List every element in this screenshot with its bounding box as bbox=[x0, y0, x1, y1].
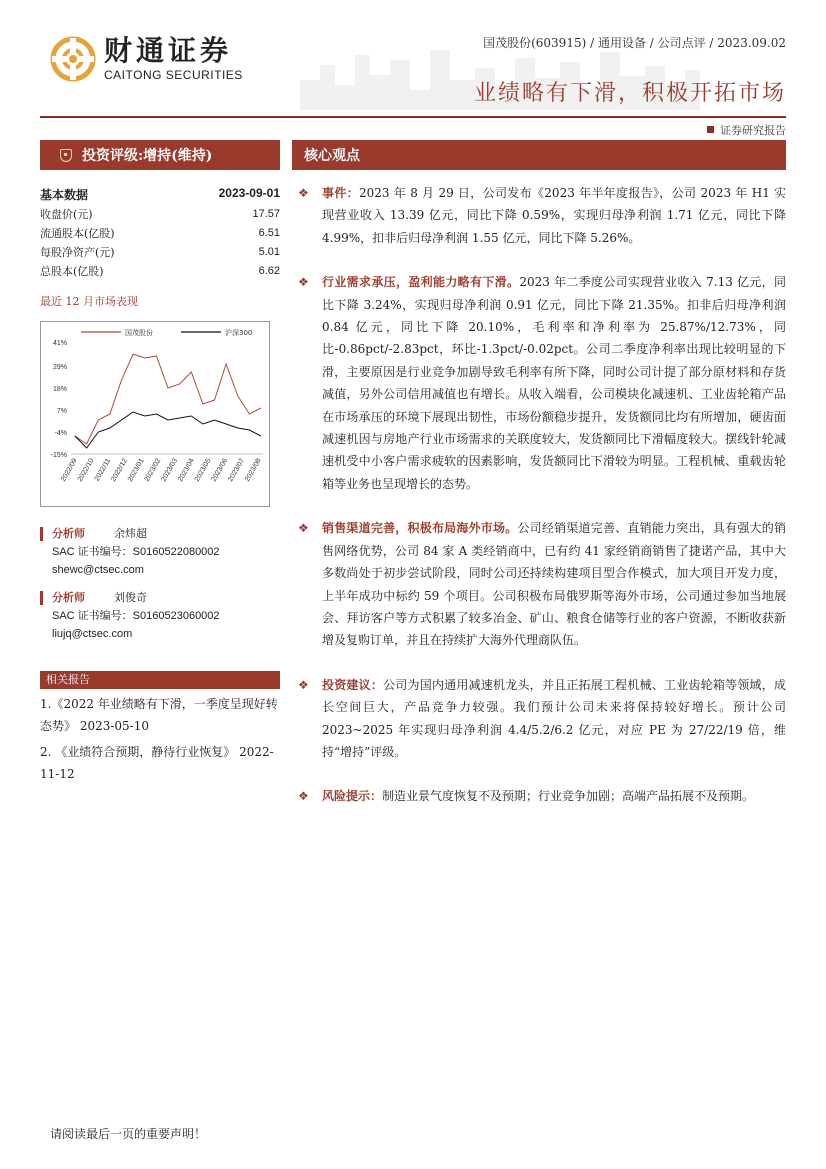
x-tick-label: 2023/04 bbox=[177, 457, 196, 483]
x-tick-label: 2023/08 bbox=[244, 457, 263, 483]
related-report-item[interactable]: 2. 《业绩符合预期，静待行业恢复》 2022-11-12 bbox=[40, 745, 274, 781]
x-tick-label: 2022/09 bbox=[60, 457, 79, 483]
x-tick-label: 2023/05 bbox=[193, 457, 213, 483]
diamond-bullet-icon: ❖ bbox=[298, 677, 309, 692]
paragraph-lead: 销售渠道完善，积极布局海外市场。 bbox=[322, 521, 518, 536]
legend-label: 沪深300 bbox=[225, 329, 253, 337]
row-value: 6.51 bbox=[258, 227, 280, 239]
analyst-email[interactable]: liujq@ctsec.com bbox=[52, 628, 133, 640]
report-meta: 国茂股份(603915) / 通用设备 / 公司点评 / 2023.09.02 bbox=[483, 36, 786, 50]
diamond-bullet-icon: ❖ bbox=[298, 789, 309, 804]
paragraph-text: 2023 年 8 月 29 日，公司发布《2023 年半年度报告》，公司 2023 年 H1 实现营业收入 13.39 亿元，同比下降 0.59%，实现归母净利润 1.71 亿元，同比下降 4.99%，扣非后归母净利润 1.55 亿元，同比下降 5.26%。 bbox=[322, 186, 786, 245]
basic-data-row bbox=[40, 243, 280, 262]
paragraph-text: 公司为国内通用减速机龙头，并且正拓展工程机械、工业齿轮箱等领域，成长空间巨大，产品竞争力较强。我们预计公司未来将保持较好增长。预计公司 2023~2025 年实现归母净利润 4.4/5.2/6.2 亿元，对应 PE 为 27/22/19 倍，维持“增持”评级。 bbox=[322, 677, 786, 759]
core-paragraph bbox=[292, 271, 786, 495]
row-key: 收盘价(元) bbox=[40, 208, 93, 221]
x-tick-label: 2023/07 bbox=[227, 457, 247, 483]
basic-data-row bbox=[40, 262, 280, 281]
diamond-bullet-icon: ❖ bbox=[298, 275, 309, 290]
logo-cn-text: 财通证券 bbox=[104, 34, 233, 67]
related-report-item[interactable]: 1.《2022 年业绩略有下滑，一季度呈现好转态势》 2023-05-10 bbox=[40, 697, 278, 733]
analyst-accent-bar bbox=[40, 591, 43, 605]
core-paragraph bbox=[292, 674, 786, 764]
paragraph-lead: 投资建议： bbox=[322, 677, 384, 692]
logo-en-text: CAITONG SECURITIES bbox=[104, 68, 243, 82]
market-performance-chart bbox=[40, 321, 270, 507]
analyst-block bbox=[40, 525, 280, 579]
y-tick-label: 29% bbox=[52, 364, 67, 371]
basic-data-row bbox=[40, 224, 280, 243]
shield-icon bbox=[60, 149, 72, 162]
square-bullet-icon bbox=[707, 126, 714, 133]
header-divider bbox=[40, 116, 786, 118]
disclaimer-note: 请阅读最后一页的重要声明！ bbox=[50, 1127, 207, 1141]
x-tick-label: 2023/06 bbox=[210, 457, 230, 483]
market-performance-label: 最近 12 月市场表现 bbox=[40, 295, 138, 308]
x-tick-label: 2022/10 bbox=[76, 457, 96, 483]
analyst-role: 分析师 bbox=[52, 527, 85, 540]
analyst-email[interactable]: shewc@ctsec.com bbox=[52, 564, 144, 576]
related-reports-header: 相关报告 bbox=[40, 671, 280, 689]
x-tick-label: 2023/03 bbox=[160, 457, 180, 483]
main-content bbox=[292, 140, 786, 808]
paragraph-lead: 风险提示： bbox=[322, 789, 383, 804]
analyst-cert: SAC 证书编号：S0160523060002 bbox=[52, 610, 220, 622]
diamond-bullet-icon: ❖ bbox=[298, 521, 309, 536]
x-tick-label: 2022/12 bbox=[110, 457, 129, 483]
analyst-name: 余炜超 bbox=[114, 527, 147, 540]
core-paragraph bbox=[292, 785, 786, 807]
row-value: 6.62 bbox=[258, 265, 280, 277]
chart-svg bbox=[41, 322, 271, 508]
row-key: 总股本(亿股) bbox=[40, 265, 104, 278]
row-key: 流通股本(亿股) bbox=[40, 227, 115, 240]
paragraph-text: 公司经销渠道完善、直销能力突出，具有强大的销售网络优势，公司 84 家 A 类经销商中，已有约 41 家经销商销售了捷诺产品，其中大多数尚处于初步尝试阶段，同时公司还持续构建项目型合作模式，加大项目开发力度，上半年成功中标约 59 个项目。公司积极布局俄罗斯等海外市场，公司通过参加当地展会、拜访客户等方式积累了较多冶金、矿山、粮食仓储等行业的客户资源，不断收获新增及复购订单，并且在持续扩大海外代理商队伍。 bbox=[322, 521, 786, 648]
paragraph-text: 制造业景气度恢复不及预期；行业竞争加剧；高端产品拓展不及预期。 bbox=[382, 789, 755, 804]
analyst-cert: SAC 证书编号：S0160522080002 bbox=[52, 546, 220, 558]
report-title: 业绩略有下滑，积极开拓市场 bbox=[473, 81, 786, 106]
basic-data-table bbox=[40, 205, 280, 281]
x-tick-label: 2023/02 bbox=[143, 457, 163, 483]
y-tick-label: 18% bbox=[52, 386, 67, 393]
legend-label: 国茂股份 bbox=[125, 329, 153, 337]
x-tick-label: 2023/01 bbox=[126, 457, 146, 483]
report-type bbox=[707, 122, 786, 138]
basic-data-title: 基本数据 bbox=[40, 188, 89, 202]
caitong-logo-icon bbox=[50, 36, 96, 82]
sidebar bbox=[40, 140, 280, 785]
row-value: 17.57 bbox=[252, 208, 280, 220]
x-tick-label: 2022/11 bbox=[93, 457, 113, 483]
row-value: 5.01 bbox=[258, 246, 280, 258]
diamond-bullet-icon: ❖ bbox=[298, 186, 309, 200]
report-type-label: 证券研究报告 bbox=[720, 124, 786, 137]
analyst-role: 分析师 bbox=[52, 591, 85, 604]
y-tick-label: -4% bbox=[54, 430, 67, 437]
paragraph-lead: 行业需求承压，盈利能力略有下滑。 bbox=[322, 275, 520, 290]
basic-data-header bbox=[40, 186, 280, 203]
y-tick-label: 41% bbox=[52, 340, 67, 347]
core-paragraph bbox=[292, 182, 786, 249]
paragraph-text: 2023 年二季度公司实现营业收入 7.13 亿元，同比下降 3.24%，实现归母净利润 0.91 亿元，同比下降 21.35%。扣非后归母净利润 0.84 亿元，同比下降 20.10%，毛利率和净利率为 25.87%/12.73%，同比-0.86pct/-2.83pct，环比-1.3pct/-0.02pct。公司二季度净利率出现比较明显的下滑，主要原因是行业竞争加剧导致毛利率有所下降，同时公司计提了部分原材料和存货减值，另外公司信用减值也有增长。从收入端看，公司模块化减速机、工业齿轮箱产品在市场承压的环境下展现出韧性，市场份额稳步提升，发货额同比均有所增加，硬齿面减速机因与房地产行业市场需求的关联度较大，发货额同比下滑幅度较大。摆线针轮减速机受中小客户需求疲软的因素影响，发货额同比下滑较为明显。工程机械、重载齿轮箱等业务也呈现增长的态势。 bbox=[322, 275, 786, 491]
company-logo bbox=[50, 36, 243, 82]
y-tick-label: -15% bbox=[50, 452, 67, 459]
analyst-accent-bar bbox=[40, 527, 43, 541]
analyst-block bbox=[40, 589, 280, 643]
analyst-name: 刘俊奇 bbox=[114, 591, 147, 604]
y-tick-label: 7% bbox=[56, 408, 67, 415]
rating-banner bbox=[40, 140, 280, 170]
core-view-header: 核心观点 bbox=[292, 140, 786, 170]
basic-data-date: 2023-09-01 bbox=[218, 186, 280, 200]
row-key: 每股净资产(元) bbox=[40, 246, 115, 259]
paragraph-lead: 事件： bbox=[322, 186, 360, 200]
basic-data-row bbox=[40, 205, 280, 224]
rating-label: 投资评级:增持(维持) bbox=[82, 148, 213, 164]
core-paragraph bbox=[292, 517, 786, 651]
